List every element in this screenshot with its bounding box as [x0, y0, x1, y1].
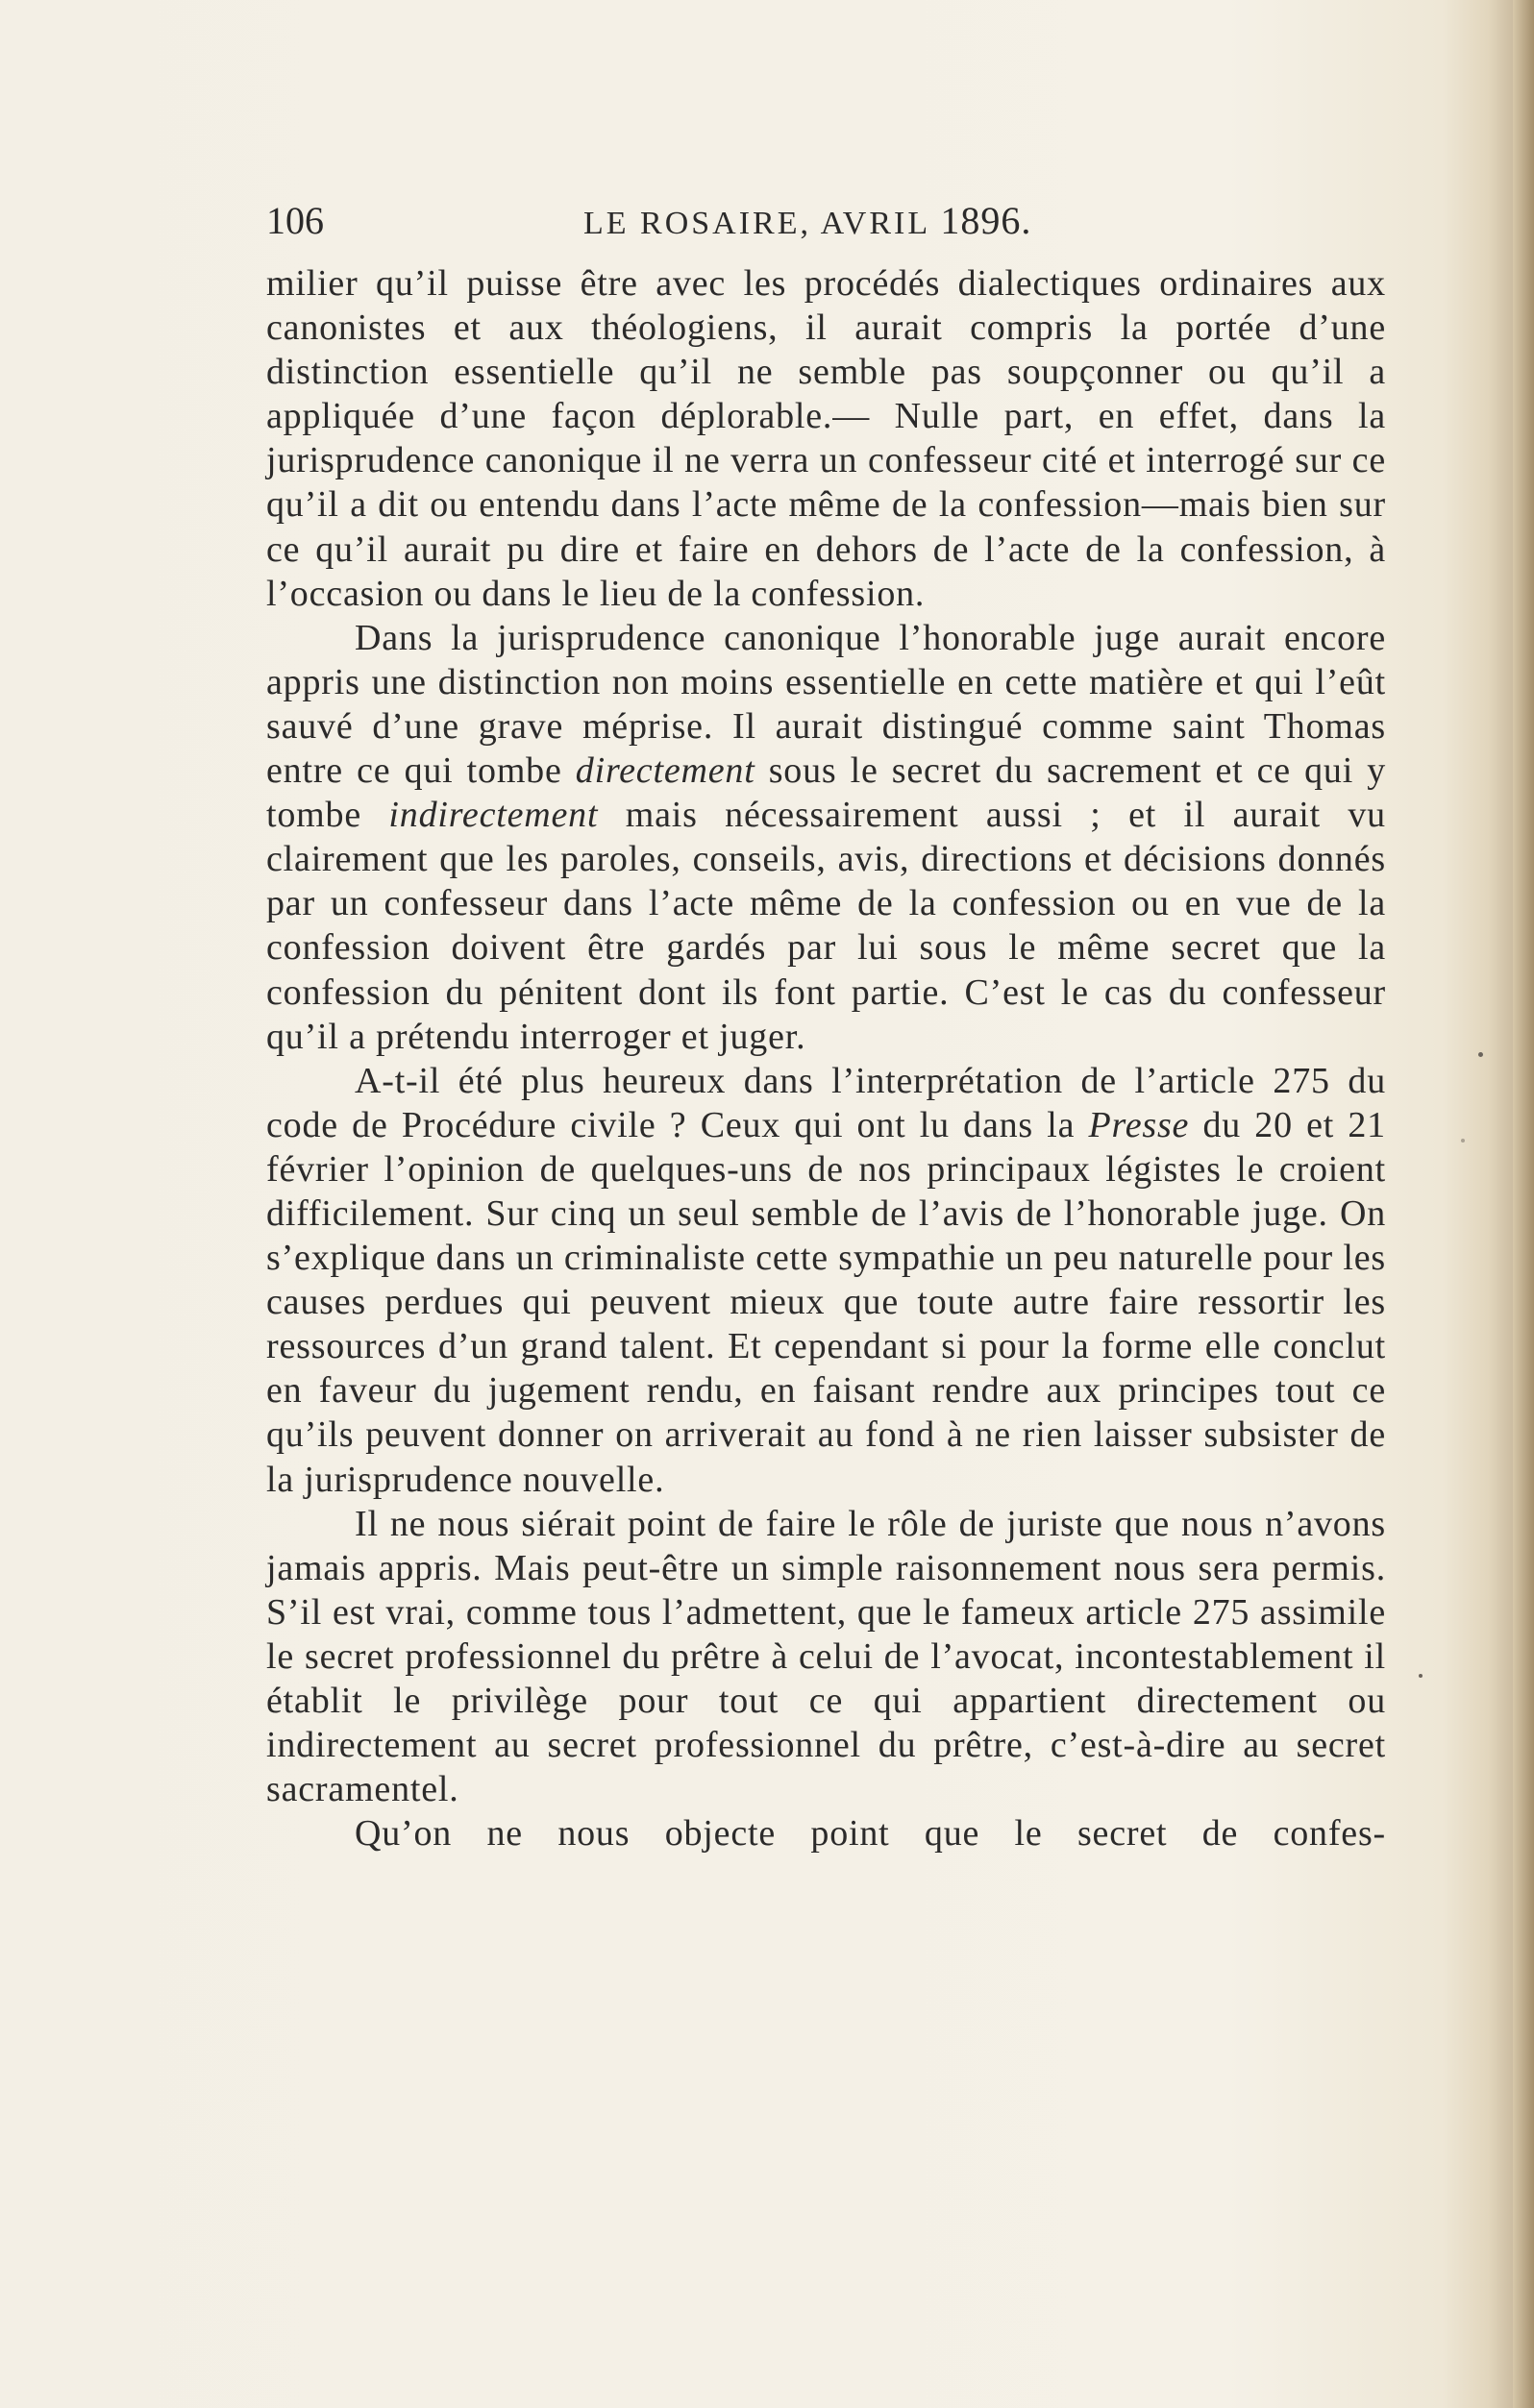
paragraph	[266, 261, 1386, 616]
paragraph	[266, 1811, 1386, 1855]
paragraph-text: Il ne nous siérait point de faire le rôle de juriste que nous n’avons jamais appris. Mais peut-être un simple raisonnement nous sera permis. S’il est vrai, comme tous l’admettent, que le fameux article 275 assimile le secret professionnel du prêtre à celui de l’avocat, incontestablement il établit le privilège pour tout ce qui appartient directement ou indirectement au secret professionnel du prêtre, c’est-à-dire au secret sacramentel.	[266, 1503, 1386, 1810]
page-edge-shadow	[1513, 0, 1534, 2408]
paragraph-text: sous le secret du sacrement et ce qui y tombe	[266, 750, 1386, 836]
paper-speck	[1478, 1052, 1483, 1057]
body-text	[266, 261, 1386, 1855]
paragraph	[266, 1502, 1386, 1812]
italic-term: Presse	[1088, 1104, 1190, 1145]
running-head-title: LE ROSAIRE, AVRIL	[583, 206, 941, 241]
page-number: 106	[266, 199, 324, 242]
italic-term: directement	[575, 750, 755, 792]
paper-speck	[1419, 1674, 1423, 1678]
paper-speck	[1461, 1139, 1465, 1143]
paragraph-text: Qu’on ne nous objecte point que le secret de confes-	[355, 1813, 1386, 1855]
italic-term: indirectement	[388, 795, 599, 836]
paragraph-text: mais nécessairement aussi ; et il aurait vu clairement que les paroles, conseils, avis, directions et décisions donnés par un confesseur dans l’acte même de la confession ou en vue de la confession doivent être gardés par lui sous le même secret que la confession du pénitent dont ils font partie. C’est le cas du confesseur qu’il a prétendu interroger et juger.	[266, 795, 1386, 1057]
paragraph	[266, 1059, 1386, 1502]
paragraph-text: A-t-il été plus heureux dans l’interprétation de l’article 275 du code de Procédure civile ? Ceux qui ont lu dans la	[266, 1060, 1386, 1145]
page-header	[266, 192, 1372, 250]
paragraph-text: Dans la jurisprudence canonique l’honorable juge aurait encore appris une distinction non moins essentielle en cette matière et qui l’eût sauvé d’une grave méprise. Il aurait distingué comme saint Thomas entre ce qui tombe	[266, 617, 1386, 792]
paragraph	[266, 616, 1386, 1059]
paragraph-text: du 20 et 21 février l’opinion de quelques-uns de nos principaux légistes le croient difficilement. Sur cinq un seul semble de l’avis de l’honorable juge. On s’explique dans un criminaliste cette sympathie un peu naturelle pour les causes perdues qui peuvent mieux que toute autre faire ressortir les ressources d’un grand talent. Et cependant si pour la forme elle conclut en faveur du jugement rendu, en faisant rendre aux principes tout ce qu’ils peuvent donner on arriverait au fond à ne rien laisser subsister de la jurisprudence nouvelle.	[266, 1104, 1386, 1500]
paragraph-text: milier qu’il puisse être avec les procédés dialectiques ordinaires aux canonistes et aux théologiens, il aurait compris la portée d’une distinction essentielle qu’il ne semble pas soupçonner ou qu’il a appliquée d’une façon déplorable.— Nulle part, en effet, dans la jurisprudence canonique il ne verra un confesseur cité et interrogé sur ce qu’il a dit ou entendu dans l’acte même de la confession—mais bien sur ce qu’il aurait pu dire et faire en dehors de l’acte de la confession, à l’occasion ou dans le lieu de la confession.	[266, 263, 1386, 614]
running-head-year: 1896.	[940, 199, 1032, 242]
running-head	[583, 192, 1031, 253]
